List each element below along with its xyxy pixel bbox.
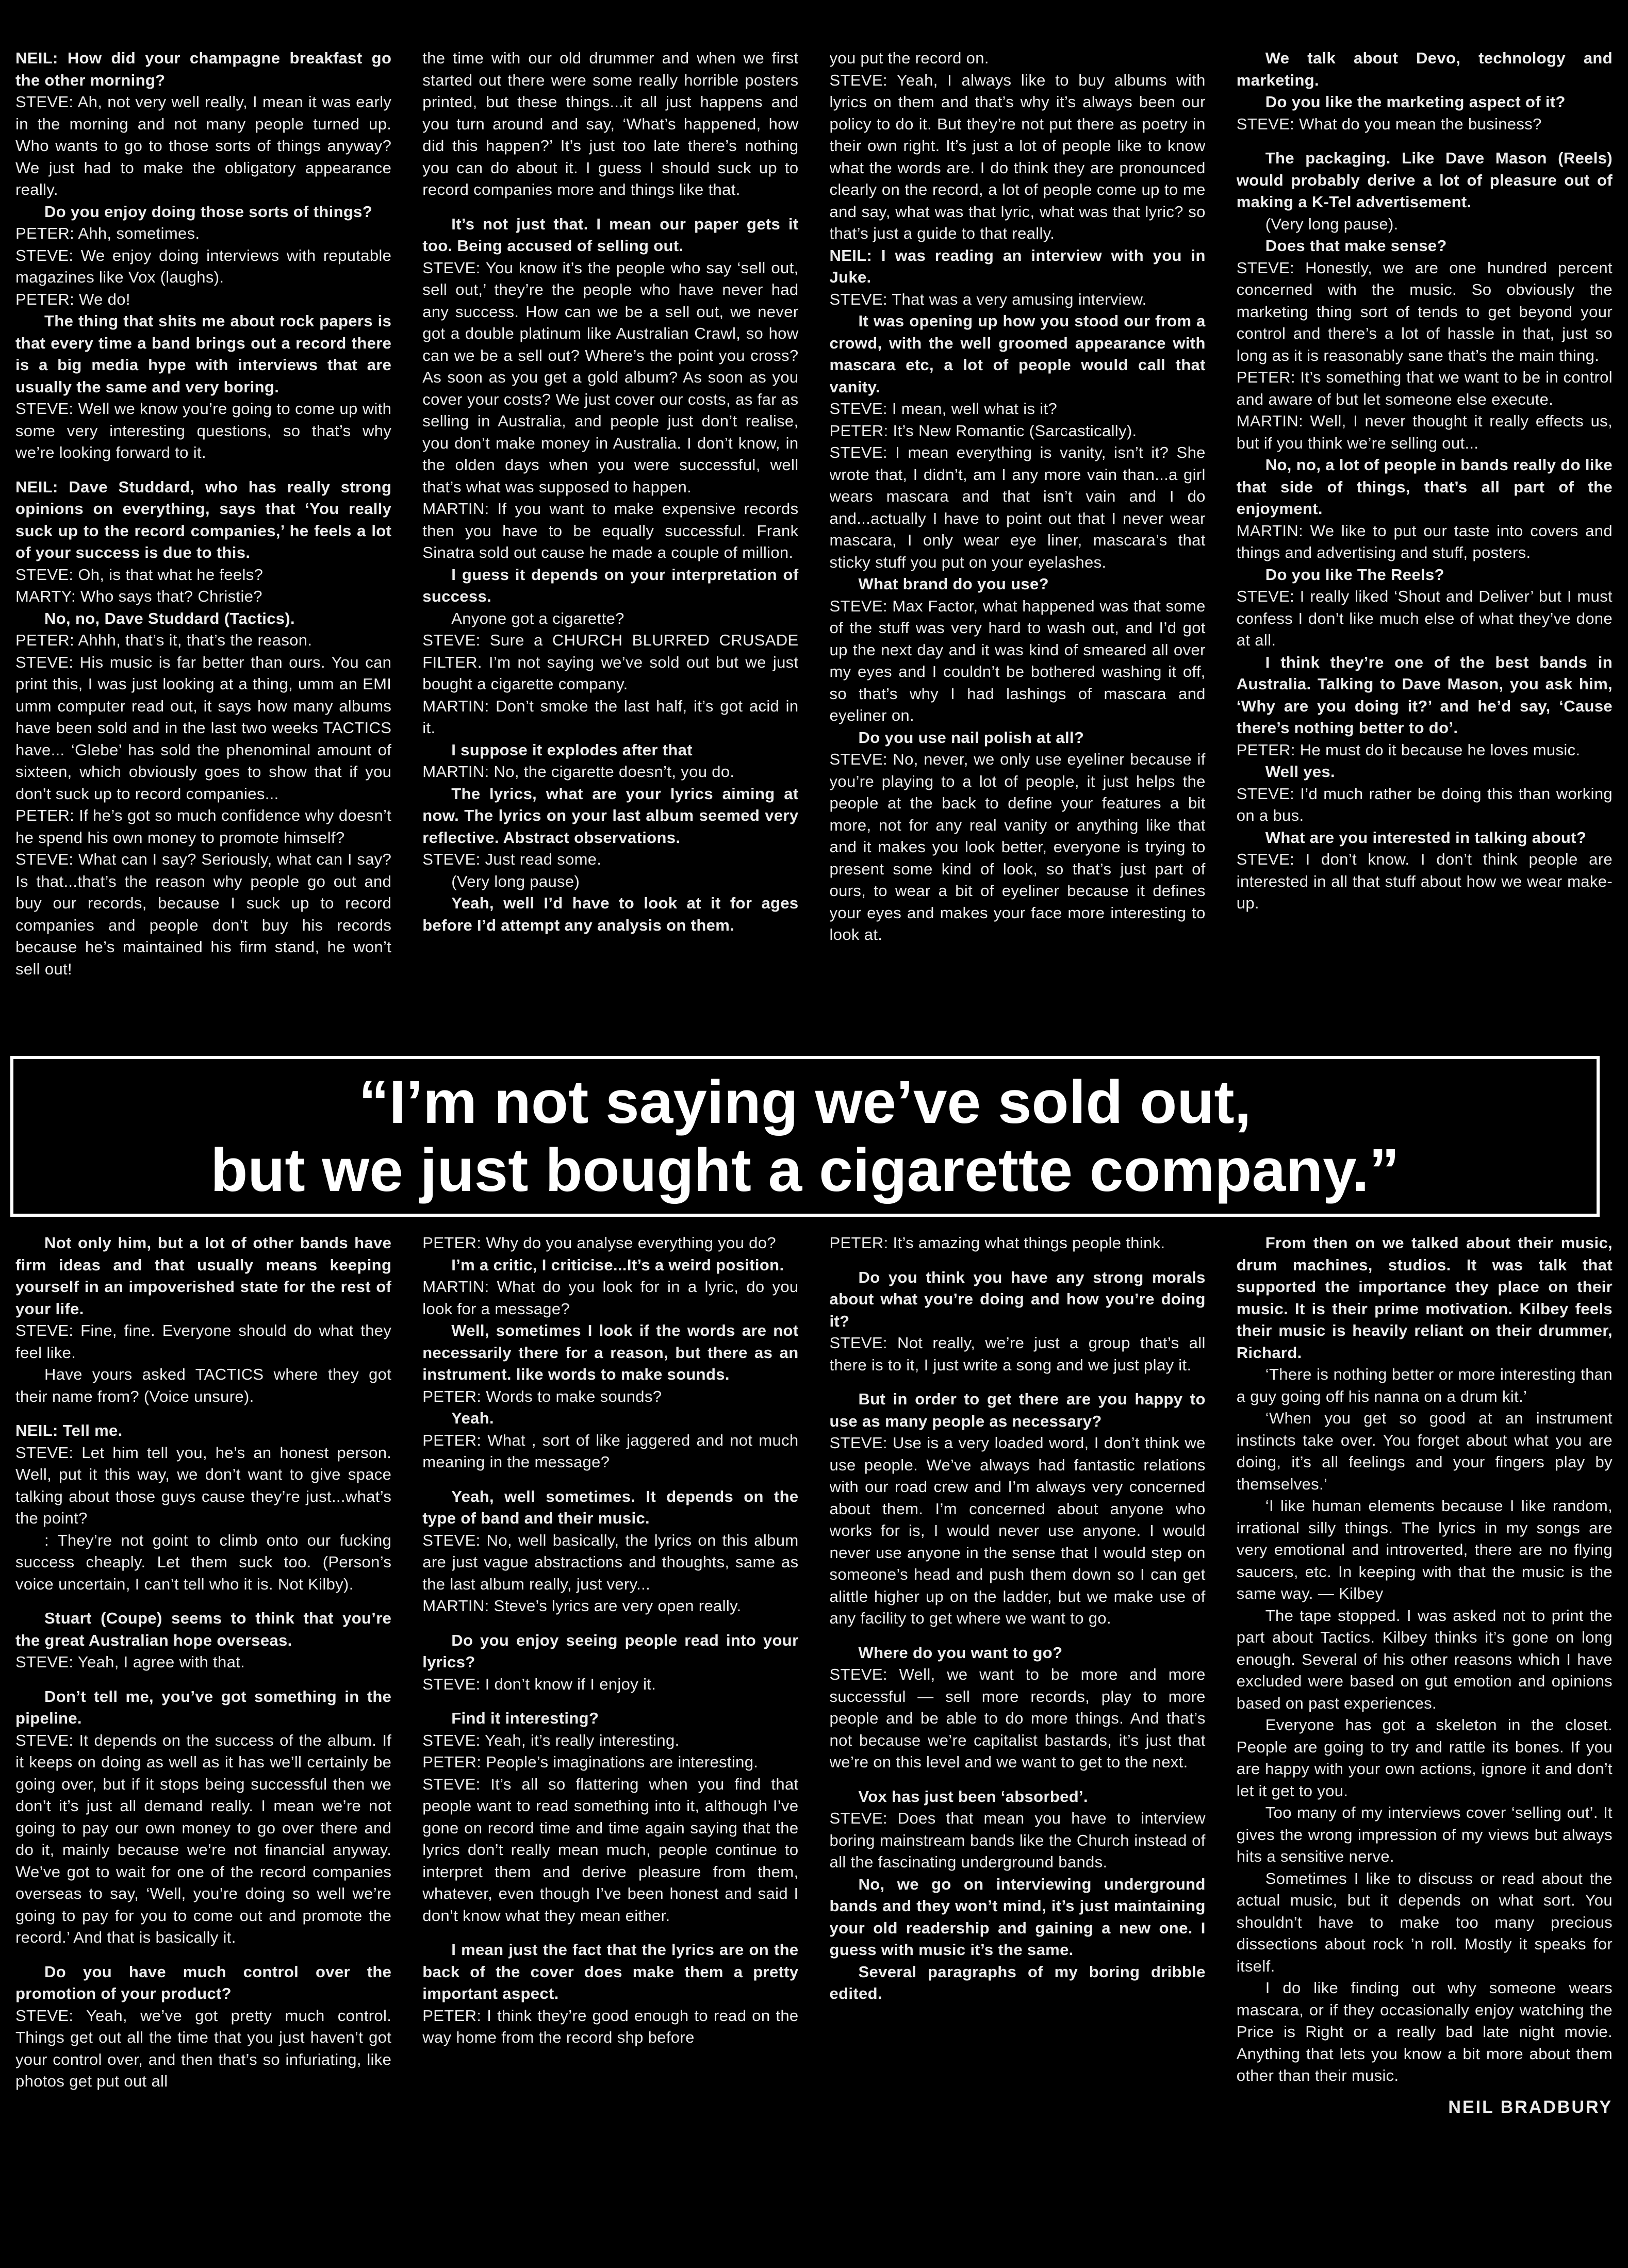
paragraph: NEIL: I was reading an interview with you in Juke. [829, 246, 1206, 286]
paragraph: I’m a critic, I criticise...It’s a weird position. [451, 1255, 784, 1274]
paragraph: Do you like the marketing aspect of it? [1265, 93, 1566, 111]
paragraph: STEVE: No, never, we only use eyeliner because if you’re playing to a lot of people, it just helps the people at the back to define your features a bit more, not for any real vanity or anything like that and it makes you look better, everyone is trying to present some kind of look, so that’s just part of ours, to wear a bit of eyeliner because it defines your eyes and makes your face more interesting to look at. [829, 750, 1206, 943]
paragraph: STEVE: Ah, not very well really, I mean it was early in the morning and not many people turned up. Who wants to go to those sorts of things anyway? We just had to make the obligatory appearance really. [15, 93, 392, 198]
paragraph: Yeah, well I’d have to look at it for ages before I’d attempt any analysis on them. [422, 894, 799, 934]
paragraph: Don’t tell me, you’ve got something in the pipeline. [15, 1687, 392, 1727]
paragraph: STEVE: Yeah, it’s really interesting. [422, 1731, 680, 1749]
pull-quote-box [10, 1056, 1600, 1217]
paragraph: NEIL: Dave Studdard, who has really strong opinions on everything, says that ‘You really suck up to the record companies,’ he feels a lot of your success is due to this. [15, 477, 392, 561]
paragraph: NEIL: Tell me. [15, 1421, 123, 1439]
paragraph: It’s not just that. I mean our paper gets it too. Being accused of selling out. [422, 214, 799, 255]
paragraph: MARTIN: We like to put our taste into covers and things and advertising and stuff, posters. [1236, 521, 1613, 561]
bottom-column-2 [422, 1232, 798, 2250]
top-column-2 [422, 47, 798, 1041]
paragraph: Where do you want to go? [858, 1643, 1063, 1662]
paragraph: STEVE: Well, we want to be more and more successful — sell more records, play to more people and be able to do more things. And that’s not because we’re capitalist bastards, it’s just that we’re on this level and we want to get to the next. [829, 1665, 1206, 1771]
paragraph: Well, sometimes I look if the words are not necessarily there for a reason, but there as an instrument. like words to make sounds. [422, 1321, 799, 1383]
paragraph: (Very long pause). [1265, 214, 1399, 233]
paragraph: Anyone got a cigarette? [451, 609, 624, 627]
paragraph: I think they’re one of the best bands in Australia. Talking to Dave Mason, you ask him, ‘Why are you doing it?’ and he’d say, ‘Cause there’s nothing better to do’. [1236, 653, 1613, 737]
paragraph: STEVE: I don’t know. I don’t think people are interested in all that stuff about how we wear make-up. [1236, 850, 1613, 912]
paragraph: NEIL: How did your champagne breakfast go the other morning? [15, 49, 392, 89]
paragraph: STEVE: I don’t know if I enjoy it. [422, 1675, 656, 1693]
paragraph: No, no, Dave Studdard (Tactics). [44, 609, 295, 627]
paragraph: Find it interesting? [451, 1709, 599, 1727]
paragraph: Yeah, well sometimes. It depends on the type of band and their music. [422, 1487, 799, 1527]
paragraph: PETER: Ahhh, that’s it, that’s the reason. [15, 631, 313, 649]
paragraph: STEVE: Max Factor, what happened was that some of the stuff was very hard to wash out, and I’d got up the next day and it was kind of smeared all over my eyes and I couldn’t be bothered washing it off, so that’s why I had lashings of mascara and eyeliner on. [829, 597, 1206, 724]
paragraph: No, we go on interviewing underground bands and they won’t mind, it’s just maintaining your old readership and gaining a new one. I guess with music it’s the same. [829, 1875, 1206, 1959]
paragraph: ‘There is nothing better or more interesting than a guy going off his nanna on a drum kit.’ [1236, 1365, 1613, 1405]
paragraph: I mean just the fact that the lyrics are on the back of the cover does make them a pretty important aspect. [422, 1941, 799, 2002]
paragraph: PETER: If he’s got so much confidence why doesn’t he spend his own money to promote himself? [15, 806, 392, 847]
paragraph: Have yours asked TACTICS where they got their name from? (Voice unsure). [15, 1365, 392, 1405]
pull-quote-line-2: but we just bought a cigarette company.” [210, 1136, 1400, 1204]
paragraph: STEVE: Well we know you’re going to come up with some very interesting questions, so that’s why we’re looking forward to it. [15, 400, 392, 461]
paragraph: Do you have much control over the promotion of your product? [15, 1962, 392, 2002]
bottom-column-4 [1237, 1232, 1613, 2250]
paragraph: STEVE: We enjoy doing interviews with reputable magazines like Vox (laughs). [15, 246, 392, 286]
paragraph: STEVE: Just read some. [422, 850, 602, 868]
bottom-column-1 [15, 1232, 391, 2250]
paragraph: PETER: I think they’re good enough to read on the way home from the record shp before [422, 2006, 799, 2046]
top-column-1 [15, 47, 391, 1041]
paragraph: MARTIN: Don’t smoke the last half, it’s got acid in it. [422, 697, 799, 737]
paragraph: PETER: Ahh, sometimes. [15, 224, 200, 242]
paragraph: MARTIN: If you want to make expensive records then you have to be equally successful. Frank Sinatra sold out cause he made a couple of million. [422, 500, 799, 561]
paragraph: STEVE: I mean everything is vanity, isn’t it? She wrote that, I didn’t, am I any more vain than...a girl wears mascara and that isn’t vain and I do and...actually I have to point out that I never wear mascara, I only wear eye liner, mascara’s that sticky stuff you put on your eyelashes. [829, 443, 1206, 571]
paragraph: PETER: He must do it because he loves music. [1236, 740, 1581, 759]
paragraph: I guess it depends on your interpretation of success. [422, 565, 799, 605]
paragraph: STEVE: His music is far better than ours. You can print this, I was just looking at a thing, umm an EMI umm computer read out, it says how many albums have been sold and in the last two weeks TACTICS have... ‘Glebe’ has sold the phenominal amount of sixteen, which obviously goes to show that if you don’t suck up to record companies... [15, 653, 392, 803]
paragraph: STEVE: What can I say? Seriously, what can I say? Is that...that’s the reason why people go out and buy our records, because I suck up to record companies and people don’t buy his records because he’s maintained his firm stand, he won’t sell out! [15, 850, 392, 978]
paragraph: But in order to get there are you happy to use as many people as necessary? [829, 1390, 1206, 1430]
paragraph: (Very long pause) [451, 872, 580, 890]
paragraph: Do you use nail polish at all? [858, 728, 1084, 747]
paragraph: What are you interested in talking about? [1265, 828, 1587, 847]
paragraph: The packaging. Like Dave Mason (Reels) would probably derive a lot of pleasure out of making a K-Tel advertisement. [1236, 149, 1613, 211]
paragraph: We talk about Devo, technology and marketing. [1236, 49, 1613, 89]
paragraph: Yeah. [451, 1409, 494, 1427]
paragraph: Well yes. [1265, 763, 1336, 781]
paragraph: PETER: Words to make sounds? [422, 1387, 662, 1405]
paragraph: Vox has just been ‘absorbed’. [858, 1787, 1088, 1806]
paragraph: The lyrics, what are your lyrics aiming at now. The lyrics on your last album seemed very reflective. Abstract observations. [422, 784, 799, 847]
paragraph: Not only him, but a lot of other bands have firm ideas and that usually means keeping yourself in an impoverished state for the rest of your life. [15, 1234, 392, 1318]
top-column-4 [1237, 47, 1613, 1041]
paragraph: STEVE: No, well basically, the lyrics on this album are just vague abstractions and thoughts, same as the last album really, just very... [422, 1531, 799, 1593]
top-text-columns [15, 47, 1613, 1041]
paragraph: STEVE: Use is a very loaded word, I don’t think we use people. We’ve always had fantastic relations with our road crew and I’m always very concerned about them. I’m concerned about anyone who works for is, I would never use anyone. I would never use anyone in the sense that I would step on someone’s head and push them down so I can get alittle higher up on the ladder, but we make use of any facility to get where we want to go. [829, 1434, 1206, 1627]
paragraph: Stuart (Coupe) seems to think that you’re the great Australian hope overseas. [15, 1609, 392, 1649]
paragraph: you put the record on. [829, 49, 989, 67]
paragraph: STEVE: Honestly, we are one hundred percent concerned with the music. So obviously the marketing thing sort of tends to get beyond your control and there’s a lot of hassle in that, just so long as it is reasonably sane that’s the main thing. [1236, 258, 1613, 365]
paragraph: Do you enjoy seeing people read into your lyrics? [422, 1631, 799, 1671]
paragraph: What brand do you use? [858, 575, 1049, 593]
paragraph: Do you think you have any strong morals about what you’re doing and how you’re doing it? [829, 1268, 1206, 1330]
paragraph: PETER: People’s imaginations are interesting. [422, 1753, 759, 1771]
paragraph: MARTIN: Steve’s lyrics are very open really. [422, 1597, 742, 1615]
paragraph: Everyone has got a skeleton in the closet. People are going to try and rattle its bones. If you are happy with your own actions, ignore it and don’t let it get to you. [1236, 1716, 1613, 1800]
paragraph: STEVE: Sure a CHURCH BLURRED CRUSADE FILTER. I’m not saying we’ve sold out but we just bought a cigarette company. [422, 631, 799, 693]
paragraph: Sometimes I like to discuss or read about the actual music, but it depends on what sort. You shouldn’t have to make too many precious dissections about rock ’n roll. Mostly it speaks for itself. [1236, 1869, 1613, 1975]
paragraph: STEVE: Fine, fine. Everyone should do what they feel like. [15, 1321, 392, 1362]
paragraph: STEVE: That was a very amusing interview. [829, 290, 1147, 308]
byline: NEIL BRADBURY [1448, 2097, 1613, 2117]
pull-quote-line-1: “I’m not saying we’ve sold out, [358, 1068, 1252, 1136]
paragraph: PETER: What , sort of like jaggered and not much meaning in the message? [422, 1431, 799, 1471]
paragraph: MARTIN: No, the cigarette doesn’t, you do. [422, 763, 735, 781]
paragraph: STEVE: I mean, well what is it? [829, 400, 1058, 418]
paragraph: Too many of my interviews cover ‘selling out’. It gives the wrong impression of my views but always hits a sensitive nerve. [1236, 1803, 1613, 1865]
paragraph: STEVE: Yeah, I agree with that. [15, 1653, 245, 1671]
paragraph: From then on we talked about their music, drum machines, studios. It was talk that supported the importance they place on their music. It is their prime motivation. Kilbey feels their music is heavily reliant on their drummer, Richard. [1236, 1234, 1613, 1362]
paragraph: STEVE: Yeah, we’ve got pretty much control. Things get out all the time that you just haven’t got your control over, and then that’s so infuriating, like photos get put out all [15, 2006, 392, 2090]
paragraph: STEVE: What do you mean the business? [1236, 114, 1542, 133]
paragraph: PETER: It’s New Romantic (Sarcastically). [829, 421, 1137, 440]
paragraph: STEVE: You know it’s the people who say ‘sell out, sell out,’ they’re the people who have never had any success. How can we be a sell out, we never got a double platinum like Australian Crawl, so how can we be a sell out? Where’s the point you cross? As soon as you get a gold album? As soon as you cover your costs? We just cover our costs, as far as selling in Australia, and people just don’t realise, you don’t make money in Australia. I don’t know, in the olden days when you were successful, well that’s what was supposed to happen. [422, 258, 799, 496]
paragraph: It was opening up how you stood our from a crowd, with the well groomed appearance with mascara etc, a lot of people would call that vanity. [829, 312, 1206, 396]
paragraph: STEVE: It’s all so flattering when you find that people want to read something into it, although I’ve gone on record time and time again saying that the lyrics don’t really mean much, people continue to interpret them and derive pleasure from them, whatever, even though I’ve been honest and said I don’t know what they mean either. [422, 1775, 799, 1925]
paragraph: STEVE: It depends on the success of the album. If it keeps on doing as well as it has we’ll certainly be going over, but if it stops being successful then we don’t it’s just all demand really. I mean we’re not going to pay our own money to go over there and do it, mainly because we’re not financial anyway. We’ve got to wait for one of the record companies overseas to say, ‘Well, you’re doing so well we’re going to pay for you to come out and promote the record.’ And that is basically it. [15, 1731, 392, 1946]
paragraph: the time with our old drummer and when we first started out there were some really horrible posters printed, but these things...it all just happens and you turn around and say, ‘What’s happened, how did this happen?’ It’s just too late there’s nothing you can do about it. I guess I should suck up to record companies more and things like that. [422, 49, 799, 198]
bottom-column-4-body [1237, 1232, 1613, 2087]
paragraph: STEVE: I really liked ‘Shout and Deliver’ but I must confess I don’t like much else of what they’ve done at all. [1236, 587, 1613, 649]
paragraph: PETER: Why do you analyse everything you do? [422, 1234, 776, 1252]
paragraph: ‘I like human elements because I like random, irrational silly things. The lyrics in my songs are very emotional and introverted, there are no flying saucers, etc. In keeping with that the music is the same way. — Kilbey [1236, 1497, 1613, 1602]
paragraph: I do like finding out why someone wears mascara, or if they occasionally enjoy watching the Price is Right or a really bad late night movie. Anything that lets you know a bit more about them other than their music. [1236, 1979, 1613, 2084]
paragraph: The tape stopped. I was asked not to print the part about Tactics. Kilbey thinks it’s gone on long enough. Several of his other reasons which I have excluded were based on gut emotion and opinions based on past experiences. [1236, 1606, 1613, 1712]
paragraph: STEVE: Does that mean you have to interview boring mainstream bands like the Church instead of all the fascinating underground bands. [829, 1809, 1206, 1871]
paragraph: STEVE: Yeah, I always like to buy albums with lyrics on them and that’s why it’s always been our policy to do it. But they’re not put there as poetry in their own right. It’s just a lot of people like to know what the words are. I do think they are pronounced clearly on the record, a lot of people come up to me and say, what was that lyric, what was that lyric? so that’s just a guide to that really. [829, 71, 1206, 242]
top-column-3 [830, 47, 1206, 1041]
paragraph: Several paragraphs of my boring dribble edited. [829, 1962, 1206, 2002]
paragraph: I suppose it explodes after that [451, 740, 693, 759]
paragraph: PETER: We do! [15, 290, 130, 308]
paragraph: MARTIN: What do you look for in a lyric, do you look for a message? [422, 1278, 799, 1318]
paragraph: ‘When you get so good at an instrument instincts take over. You forget about what you are doing, it’s all feelings and your fingers play by themselves.’ [1236, 1409, 1613, 1493]
paragraph: PETER: It’s something that we want to be in control and aware of but let someone else execute. [1236, 368, 1613, 408]
paragraph: STEVE: Oh, is that what he feels? [15, 565, 264, 584]
bottom-text-columns [15, 1232, 1613, 2250]
paragraph: STEVE: Not really, we’re just a group that’s all there is to it, I just write a song and we just play it. [829, 1334, 1206, 1374]
paragraph: STEVE: I’d much rather be doing this than working on a bus. [1236, 784, 1613, 824]
paragraph: Does that make sense? [1265, 237, 1447, 255]
paragraph: : They’re not goint to climb onto our fucking success cheaply. Let them suck too. (Person’s voice uncertain, I can’t tell who it is. Not Kilby). [15, 1531, 392, 1593]
paragraph: The thing that shits me about rock papers is that every time a band brings out a record there is a big media hype with interviews that are usually the same and very boring. [15, 312, 392, 396]
paragraph: MARTIN: Well, I never thought it really effects us, but if you think we’re selling out... [1236, 412, 1613, 452]
bottom-column-3 [830, 1232, 1206, 2250]
paragraph: MARTY: Who says that? Christie? [15, 587, 262, 605]
paragraph: Do you enjoy doing those sorts of things? [44, 202, 373, 221]
paragraph: STEVE: Let him tell you, he’s an honest person. Well, put it this way, we don’t want to give space talking about those guys cause they’re just...what’s the point? [15, 1443, 392, 1527]
paragraph: Do you like The Reels? [1265, 565, 1444, 584]
paragraph: PETER: It’s amazing what things people think. [829, 1234, 1165, 1252]
paragraph: No, no, a lot of people in bands really do like that side of things, that’s all part of the enjoyment. [1236, 456, 1613, 518]
